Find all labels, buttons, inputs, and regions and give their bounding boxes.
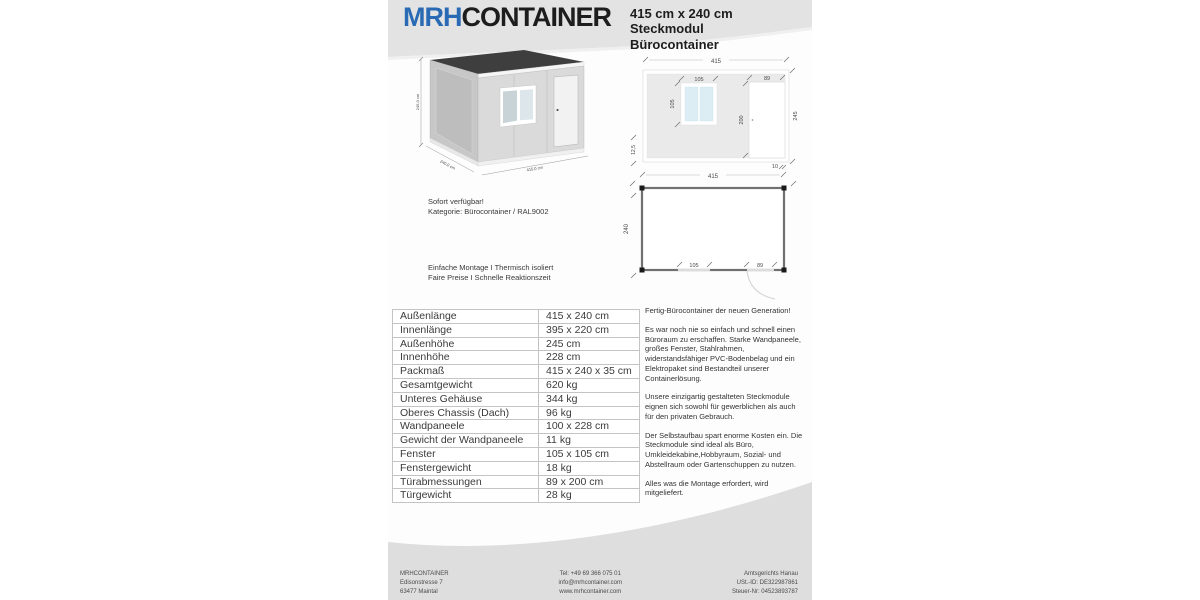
footer-city: 63477 Maintal [400, 589, 438, 595]
plan-dim-width: 415 [707, 174, 719, 180]
footer-address [400, 570, 449, 597]
spec-label: Gewicht der Wandpaneele [393, 434, 539, 448]
floorplan-drawing [614, 166, 814, 302]
plan-outline [642, 188, 784, 270]
description-paragraph: Der Selbstaufbau spart enorme Kosten ein. Die Steckmodule sind ideal als Büro, Umkleidekabine,Hobbyraum, Sozial- und Abstellraum oder Gartenschuppen zu nutzen. [645, 430, 803, 469]
features-line1: Einfache Montage I Thermisch isoliert [428, 263, 554, 272]
elev-dim-height: 245 [793, 111, 799, 121]
spec-value: 415 x 240 x 35 cm [539, 365, 640, 379]
iso-dim-width: 415,0 cm [526, 164, 544, 173]
spec-label: Wandpaneele [393, 420, 539, 434]
features-note [428, 263, 553, 283]
availability-note [428, 197, 549, 217]
elevation-drawing [627, 50, 805, 174]
spec-value: 18 kg [539, 461, 640, 475]
plan-dim-depth: 240 [624, 223, 630, 235]
description [645, 306, 805, 507]
elev-dim-width: 415 [710, 59, 722, 65]
spec-row [393, 378, 640, 392]
flyer-page [388, 0, 812, 600]
elev-dim-window-w: 105 [694, 77, 704, 83]
spec-value: 245 cm [539, 337, 640, 351]
elev-dim-door-w: 89 [763, 76, 771, 82]
availability-line2: Kategorie: Bürocontainer / RAL9002 [428, 206, 549, 216]
plan-dim-window: 105 [689, 263, 699, 269]
elev-dim-door-h: 200 [739, 115, 745, 125]
logo-container: CONTAINER [461, 2, 611, 32]
spec-row [393, 337, 640, 351]
description-paragraph: Es war noch nie so einfach und schnell einen Büroraum zu erschaffen. Starke Wandpaneele, großes Fenster, Stahlrahmen, widerstandsfähiger PVC-Bodenbelag und ein Elektropaket sind Bestandteil unserer Containerlösung. [645, 324, 801, 383]
iso-dim-depth: 240,0 cm [439, 158, 457, 171]
footer-company: MRHCONTAINER [400, 571, 449, 577]
footer-vat-id: USt.-ID: DE322987861 [736, 580, 798, 586]
spec-row [393, 365, 640, 379]
footer-tax-no: Steuer-Nr: 04523893787 [731, 589, 798, 595]
footer-website: www.mrhcontainer.com [559, 589, 622, 595]
description-paragraph: Unsere einzigartig gestalteten Steckmodule eignen sich sowohl für gewerblichen als auch für den privaten Gebrauch. [645, 392, 796, 421]
spec-value: 28 kg [539, 489, 640, 503]
features-line2: Faire Preise I Schnelle Reaktionszeit [428, 272, 551, 282]
elev-dim-offset: 10 [771, 164, 779, 170]
spec-label: Außenhöhe [393, 337, 539, 351]
spec-label: Außenlänge [393, 310, 539, 324]
spec-value: 344 kg [539, 392, 640, 406]
spec-value: 89 x 200 cm [539, 475, 640, 489]
spec-label: Oberes Chassis (Dach) [393, 406, 539, 420]
footer-court: Amtsgerichts Hanau [743, 571, 798, 577]
spec-value: 96 kg [539, 406, 640, 420]
footer-email: info@mrhcontainer.com [558, 580, 622, 586]
footer-phone: Tel: +49 69 366 075 01 [559, 571, 621, 577]
spec-label: Fenster [393, 447, 539, 461]
elev-door [749, 82, 785, 158]
footer [400, 570, 798, 597]
spec-label: Innenhöhe [393, 351, 539, 365]
spec-label: Türgewicht [393, 489, 539, 503]
spec-label: Packmaß [393, 365, 539, 379]
spec-row [393, 392, 640, 406]
specs-table-body [393, 310, 640, 503]
spec-row [393, 310, 640, 324]
spec-value: 415 x 240 cm [539, 310, 640, 324]
footer-street: Edisonstresse 7 [400, 580, 443, 586]
spec-value: 100 x 228 cm [539, 420, 640, 434]
plan-door-swing [747, 271, 775, 299]
product-3d-view [414, 46, 598, 186]
spec-label: Türabmessungen [393, 475, 539, 489]
elev-dim-window-h: 105 [670, 99, 676, 109]
spec-value: 620 kg [539, 378, 640, 392]
page-title-line1: 415 cm x 240 cm Steckmodul [630, 6, 733, 37]
spec-row [393, 351, 640, 365]
spec-value: 228 cm [539, 351, 640, 365]
footer-legal [732, 570, 798, 597]
spec-row [393, 323, 640, 337]
spec-label: Unteres Gehäuse [393, 392, 539, 406]
description-paragraph: Alles was die Montage erfordert, wird mitgeliefert. [645, 478, 769, 498]
plan-dim-door: 89 [756, 263, 764, 269]
spec-row [393, 461, 640, 475]
spec-label: Innenlänge [393, 323, 539, 337]
logo-mrh: MRH [403, 2, 462, 32]
spec-row [393, 447, 640, 461]
spec-row [393, 434, 640, 448]
availability-line1: Sofort verfügbar! [428, 197, 484, 206]
company-logo [403, 2, 611, 33]
iso-dim-height: 245,0 cm [415, 93, 420, 111]
page-title [630, 6, 808, 52]
spec-label: Fenstergewicht [393, 461, 539, 475]
spec-value: 105 x 105 cm [539, 447, 640, 461]
specs-table [392, 309, 640, 503]
spec-row [393, 420, 640, 434]
elev-dim-base: 12,5 [631, 145, 637, 155]
spec-label: Gesamtgewicht [393, 378, 539, 392]
spec-value: 395 x 220 cm [539, 323, 640, 337]
spec-value: 11 kg [539, 434, 640, 448]
spec-row [393, 406, 640, 420]
footer-contact [559, 570, 622, 597]
description-paragraph: Fertig-Bürocontainer der neuen Generation! [645, 306, 791, 315]
page-title-line2: Bürocontainer [630, 36, 719, 52]
